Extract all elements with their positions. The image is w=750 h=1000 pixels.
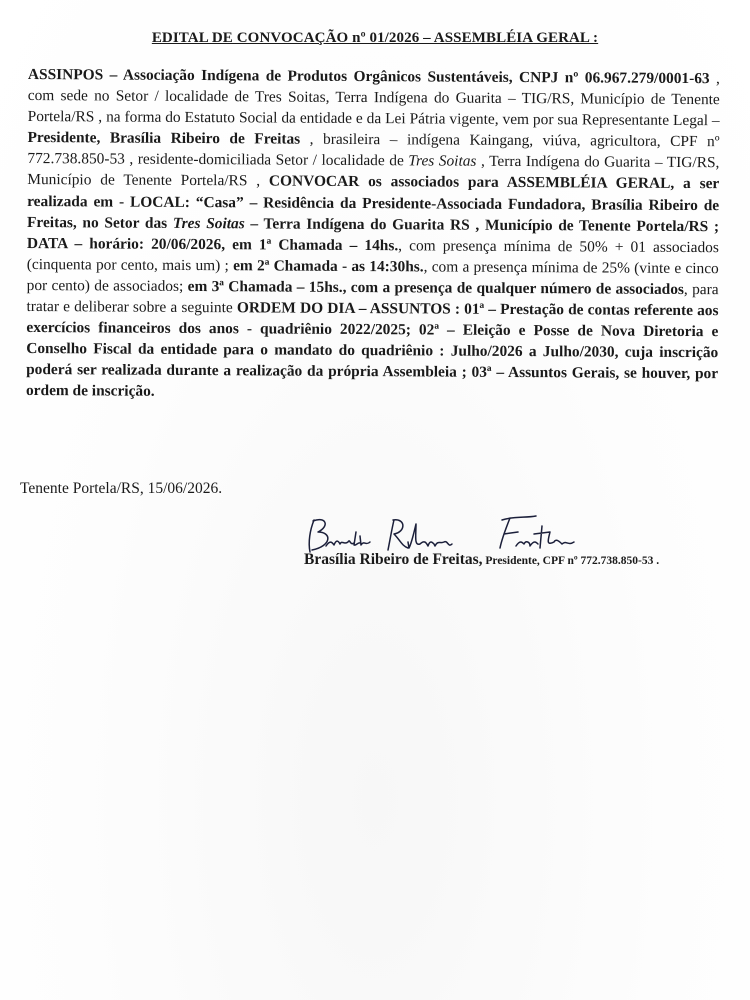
paragraph-run: – Terra Indígena do Guarita RS , Município de Tenente Portela/RS ; DATA – horário: 20/06/2026, em 1ª Chamada – 14hs.	[26, 214, 720, 255]
paragraph-run: , com a presença mínima de 25% (vinte e cinco por cento) de associados;	[26, 258, 719, 295]
paragraph-run: em 3ª Chamada – 15hs., com a presença de qualquer número de associados	[187, 277, 684, 298]
paragraph-run: , com sede no Setor / localidade de Tres Soitas, Terra Indígena do Guarita – TIG/RS, Município de Tenente Portela/RS , na forma do Estatuto Social da entidade e da Lei Pátria vigente, vem por sua Representante Legal –	[27, 70, 720, 130]
paragraph-run: CONVOCAR os associados para ASSEMBLÉIA GERAL, a ser realizada em - LOCAL: “Casa” – Residência da Presidente-Associada Fundadora, Brasília Ribeiro de Freitas, no Setor das	[26, 172, 720, 232]
document-title: EDITAL DE CONVOCAÇÃO nº 01/2026 – ASSEMBLÉIA GERAL :	[151, 30, 599, 46]
paragraph-run: , Terra Indígena do Guarita – TIG/RS, Município de Tenente Portela/RS ,	[27, 153, 720, 190]
convocation-paragraph	[26, 64, 720, 406]
paragraph-run: Presidente, Brasília Ribeiro de Freitas	[27, 129, 301, 148]
paragraph-run: ASSINPOS – Associação Indígena de Produtos Orgânicos Sustentáveis, CNPJ nº 06.967.279/0001-63	[27, 65, 710, 88]
signer-name: Brasília Ribeiro de Freitas,	[304, 551, 483, 568]
paragraph-run: ORDEM DO DIA – ASSUNTOS : 01ª – Prestação de contas referente aos exercícios financeiros dos anos - quadriênio 2022/2025; 02ª – Eleição e Posse de Nova Diretoria e Conselho Fiscal da entidade para o mandato do quadriênio : Julho/2026 a Julho/2030, cuja inscrição poderá ser realizada durante a realização da própria Assembleia ; 03ª – Assuntos Gerais, se houver, por ordem de inscrição.	[25, 299, 719, 401]
city-date: Tenente Portela/RS, 15/06/2026.	[20, 480, 223, 497]
paragraph-run: , brasileira – indígena Kaingang, viúva, agricultora, CPF nº 772.738.850-53 , residente-domiciliada Setor / localidade de	[27, 130, 720, 170]
paragraph-run: , para tratar e deliberar sobre a seguinte	[26, 280, 719, 317]
paragraph-run: Tres Soitas	[408, 152, 477, 171]
paragraph-run: em 2ª Chamada - as 14:30hs.	[233, 257, 424, 276]
signer-role: Presidente, CPF nº 772.738.850-53 .	[482, 555, 660, 567]
paragraph-run: Tres Soitas	[172, 214, 245, 232]
paragraph-run: , com presença mínima de 50% + 01 associados (cinquenta por cento, mais um) ;	[26, 237, 719, 275]
signature-caption	[304, 551, 659, 569]
